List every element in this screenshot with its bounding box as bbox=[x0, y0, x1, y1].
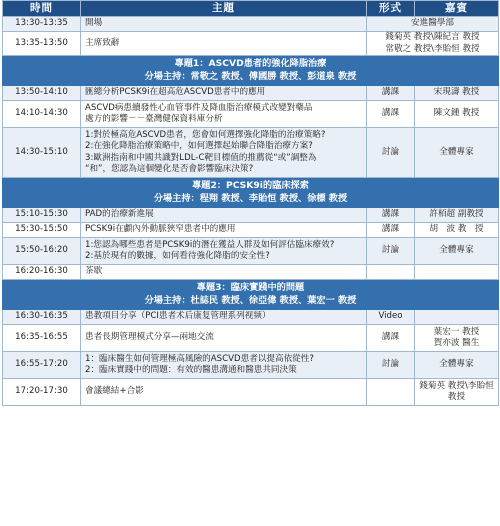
speaker-cell bbox=[415, 86, 499, 101]
speaker-line: 全體專家 bbox=[439, 359, 474, 370]
session-header bbox=[3, 178, 499, 208]
topic-line: 2:在強化降脂治療策略中，如何選擇起始聯合降脂治療方案? bbox=[85, 141, 313, 152]
topic-cell bbox=[81, 379, 367, 406]
topic-line: 開場 bbox=[85, 18, 103, 29]
agenda-row bbox=[3, 310, 499, 325]
speaker-line: 全體專家 bbox=[439, 245, 474, 256]
format-cell: 講課 bbox=[367, 101, 415, 128]
speaker-line: 錢菊英 教授\李貽恒 教授 bbox=[419, 380, 494, 403]
topic-line: PAD的治療新進展 bbox=[85, 209, 154, 220]
topic-line: 患者長期管理模式分享—兩地交流 bbox=[85, 332, 214, 343]
time-cell: 13:35-13:50 bbox=[3, 32, 81, 56]
speaker-cell bbox=[415, 208, 499, 223]
time-cell: 14:30-15:10 bbox=[3, 128, 81, 178]
agenda-row bbox=[3, 101, 499, 128]
header-format: 形式 bbox=[367, 1, 415, 17]
topic-line: 會議總結+合影 bbox=[85, 386, 144, 397]
format-cell: 討論 bbox=[367, 352, 415, 379]
header-guest: 嘉賓 bbox=[415, 1, 499, 17]
topic-cell bbox=[81, 128, 367, 178]
topic-cell bbox=[81, 208, 367, 223]
topic-line: 患教項目分享（PCI患者术后康复管理系列视频） bbox=[85, 311, 271, 322]
topic-line: 1:對於極高危ASCVD患者，您會如何選擇強化降脂的治療策略? bbox=[85, 129, 326, 140]
time-cell: 16:20-16:30 bbox=[3, 265, 81, 280]
agenda-row bbox=[3, 86, 499, 101]
speaker-line: 葉宏一 教授 bbox=[433, 326, 480, 337]
topic-line: 處方的影響－－臺灣健保資料庫分析 bbox=[85, 114, 223, 125]
session-cell bbox=[3, 280, 499, 310]
time-cell: 16:55-17:20 bbox=[3, 352, 81, 379]
speaker-cell bbox=[415, 265, 499, 280]
header-row bbox=[3, 1, 499, 17]
speaker-line: 胡 波 教 授 bbox=[429, 224, 484, 235]
speaker-line: 錢菊英 教授\陳紀言 教授 bbox=[385, 32, 480, 42]
time-cell: 17:20-17:30 bbox=[3, 379, 81, 406]
topic-line: 主席致辭 bbox=[85, 37, 120, 48]
header-time: 時間 bbox=[3, 1, 81, 17]
session-cell bbox=[3, 178, 499, 208]
speaker-cell bbox=[415, 223, 499, 238]
speaker-cell bbox=[415, 238, 499, 265]
speaker-cell bbox=[415, 352, 499, 379]
session-hosts: 分場主持：杜誌民 教授、徐亞偉 教授、葉宏一 教授 bbox=[144, 294, 357, 306]
speaker-line: 賀亦波 醫生 bbox=[433, 338, 480, 349]
topic-cell bbox=[81, 352, 367, 379]
format-cell: 講課 bbox=[367, 223, 415, 238]
session-title: 專題2：PCSK9i的臨床探索 bbox=[192, 179, 309, 191]
header-topic: 主題 bbox=[81, 1, 367, 17]
speaker-line: 陳文鍾 教授 bbox=[433, 108, 480, 119]
agenda-body bbox=[3, 17, 499, 406]
format-cell bbox=[367, 379, 415, 406]
session-header bbox=[3, 56, 499, 86]
topic-cell bbox=[81, 32, 367, 56]
topic-cell bbox=[81, 325, 367, 352]
agenda-row bbox=[3, 352, 499, 379]
speaker-line: 全體專家 bbox=[439, 146, 474, 157]
session-cell bbox=[3, 56, 499, 86]
session-title: 專題1：ASCVD患者的強化降脂治療 bbox=[174, 57, 327, 69]
topic-line: 匯總分析PCSK9i在超高危ASCVD患者中的應用 bbox=[85, 87, 266, 98]
format-cell: 講課 bbox=[367, 208, 415, 223]
speaker-line: 常敬之 教授\李貽恒 教授 bbox=[385, 43, 480, 54]
time-cell: 16:30-16:35 bbox=[3, 310, 81, 325]
topic-cell bbox=[81, 86, 367, 101]
speaker-cell bbox=[415, 325, 499, 352]
agenda-row bbox=[3, 265, 499, 280]
agenda-row bbox=[3, 379, 499, 406]
speaker-cell bbox=[367, 17, 499, 32]
session-title: 專題3：臨床實踐中的問題 bbox=[196, 281, 305, 293]
agenda-row bbox=[3, 208, 499, 223]
topic-cell bbox=[81, 17, 367, 32]
format-cell: Video bbox=[367, 310, 415, 325]
speaker-cell bbox=[415, 379, 499, 406]
speaker-cell bbox=[415, 310, 499, 325]
agenda-row bbox=[3, 238, 499, 265]
time-cell: 15:50-16:20 bbox=[3, 238, 81, 265]
time-cell: 15:10-15:30 bbox=[3, 208, 81, 223]
topic-line: 2：臨床實踐中的問題：有效的醫患溝通和醫患共同決策 bbox=[85, 365, 297, 376]
session-hosts: 分場主持：程翔 教授、李貽恒 教授、徐標 教授 bbox=[153, 192, 348, 204]
time-cell: 14:10-14:30 bbox=[3, 101, 81, 128]
agenda-row bbox=[3, 223, 499, 238]
topic-cell bbox=[81, 310, 367, 325]
speaker-cell bbox=[415, 101, 499, 128]
topic-line: 2:基於現有的數據，如何看待強化降脂的安全性? bbox=[85, 251, 270, 262]
speaker-line: 宋現濤 教授 bbox=[433, 87, 480, 98]
time-cell: 16:35-16:55 bbox=[3, 325, 81, 352]
topic-line: 1：臨床醫生如何管理極高風險的ASCVD患者以提高依從性? bbox=[85, 353, 314, 364]
time-cell: 15:30-15:50 bbox=[3, 223, 81, 238]
topic-cell bbox=[81, 265, 367, 280]
format-cell: 討論 bbox=[367, 128, 415, 178]
session-hosts: 分場主持：常敬之 教授、傅國勝 教授、彭道泉 教授 bbox=[144, 70, 357, 82]
agenda-table bbox=[2, 0, 499, 406]
topic-line: 1:您認為哪些患者是PCSK9i的潛在獲益人群及如何評估臨床療效? bbox=[85, 239, 335, 250]
agenda-row bbox=[3, 17, 499, 32]
topic-cell bbox=[81, 101, 367, 128]
topic-line: “和”，您認為這個變化是否會影響臨床決策? bbox=[85, 164, 254, 175]
topic-cell bbox=[81, 223, 367, 238]
session-header bbox=[3, 280, 499, 310]
speaker-line: 許栢超 副教授 bbox=[429, 209, 484, 220]
time-cell: 13:30-13:35 bbox=[3, 17, 81, 32]
speaker-cell bbox=[415, 128, 499, 178]
speaker-line: 安進醫學部 bbox=[411, 18, 454, 29]
speaker-cell bbox=[367, 32, 499, 56]
topic-cell bbox=[81, 238, 367, 265]
format-cell: 討論 bbox=[367, 238, 415, 265]
agenda-row bbox=[3, 32, 499, 56]
topic-line: ASCVD病患續發性心血管事件及降血脂治療模式改變對藥品 bbox=[85, 102, 313, 113]
topic-line: PCSK9i在顱內外動脈狹窄患者中的應用 bbox=[85, 224, 236, 235]
agenda-row bbox=[3, 128, 499, 178]
format-cell bbox=[367, 265, 415, 280]
format-cell: 講課 bbox=[367, 325, 415, 352]
topic-line: 3:歐洲指南和中國共識對LDL-C靶目標值的推薦從“或”調整為 bbox=[85, 152, 317, 163]
format-cell: 講課 bbox=[367, 86, 415, 101]
topic-line: 茶歇 bbox=[85, 266, 103, 277]
time-cell: 13:50-14:10 bbox=[3, 86, 81, 101]
agenda-row bbox=[3, 325, 499, 352]
